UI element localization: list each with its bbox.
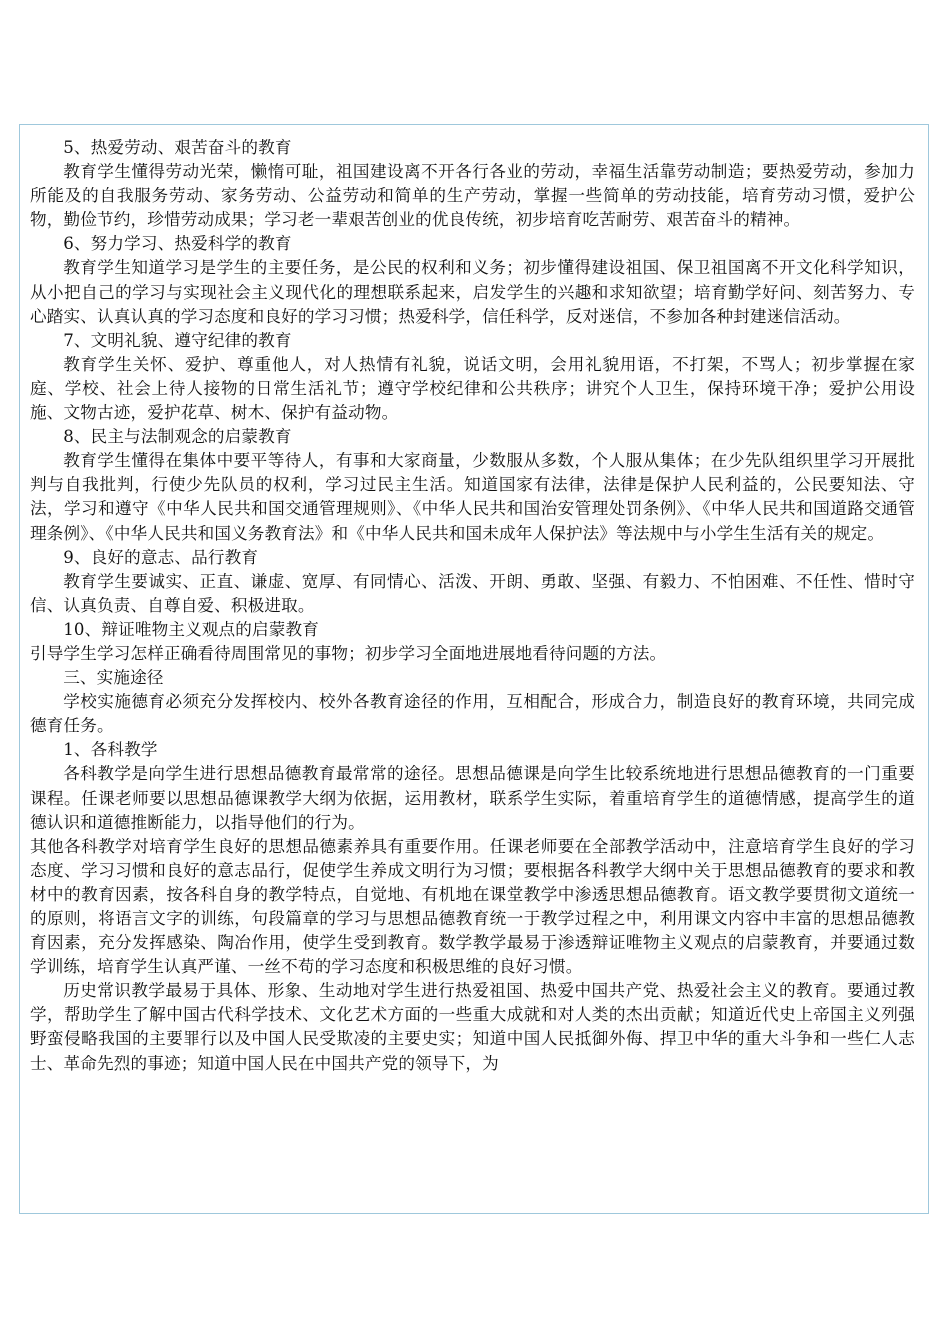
body-paragraph: 教育学生懂得在集体中要平等待人，有事和大家商量，少数服从多数，个人服从集体；在少先队组织里学习开展批判与自我批判，行使少先队员的权利，学习过民主生活。知道国家有法律，法律是保护人民利益的，公民要知法、守法，学习和遵守《中华人民共和国交通管理规则》、《中华人民共和国治安管理处罚条例》、《中华人民共和国道路交通管理条例》、《中华人民共和国义务教育法》和《中华人民共和国未成年人保护法》等法规中与小学生生活有关的规定。 — [30, 451, 915, 543]
body-paragraph: 教育学生要诚实、正直、谦虚、宽厚、有同情心、活泼、开朗、勇敢、坚强、有毅力、不怕困难、不任性、惜时守信、认真负责、自尊自爱、积极进取。 — [30, 571, 915, 615]
body-paragraph: 引导学生学习怎样正确看待周围常见的事物；初步学习全面地进展地看待问题的方法。 — [30, 643, 667, 663]
section-heading: 5、热爱劳动、艰苦奋斗的教育 — [63, 138, 292, 157]
document-body — [30, 136, 915, 1076]
body-paragraph: 教育学生懂得劳动光荣，懒惰可耻，祖国建设离不开各行各业的劳动，幸福生活靠劳动制造；要热爱劳动，参加力所能及的自我服务劳动、家务劳动、公益劳动和简单的生产劳动，掌握一些简单的劳动技能，培育劳动习惯，爱护公物，勤俭节约，珍惜劳动成果；学习老一辈艰苦创业的优良传统，初步培育吃苦耐劳、艰苦奋斗的精神。 — [30, 162, 915, 230]
section-heading: 6、努力学习、热爱科学的教育 — [63, 234, 292, 254]
body-paragraph: 各科教学是向学生进行思想品德教育最常常的途径。思想品德课是向学生比较系统地进行思想品德教育的一门重要课程。任课老师要以思想品德课教学大纲为依据，运用教材，联系学生实际，着重培育学生的道德情感，提高学生的道德认识和道德推断能力，以指导他们的行为。 — [30, 764, 915, 832]
body-paragraph: 教育学生关怀、爱护、尊重他人，对人热情有礼貌，说话文明，会用礼貌用语，不打架，不骂人；初步掌握在家庭、学校、社会上待人接物的日常生活礼节；遵守学校纪律和公共秩序；讲究个人卫生，保持环境干净；爱护公用设施、文物古迹，爱护花草、树木、保护有益动物。 — [30, 354, 915, 423]
section-heading: 8、民主与法制观念的启蒙教育 — [63, 427, 292, 447]
section-heading: 10、辩证唯物主义观点的启蒙教育 — [63, 619, 320, 639]
body-paragraph: 其他各科教学对培育学生良好的思想品德素养具有重要作用。任课老师要在全部教学活动中，注意培育学生良好的学习态度、学习习惯和良好的意志品行，促使学生养成文明行为习惯；要根据各科教学大纲中关于思想品德教育的要求和教材中的教育因素，按各科自身的教学特点，自觉地、有机地在课堂教学中渗透思想品德教育。语文教学要贯彻文道统一的原则，将语言文字的训练，句段篇章的学习与思想品德教育统一于教学过程之中，利用课文内容中丰富的思想品德教育因素，充分发挥感染、陶冶作用，使学生受到教育。数学教学最易于渗透辩证唯物主义观点的启蒙教育，并要通过数学训练，培育学生认真严谨、一丝不苟的学习态度和积极思维的良好习惯。 — [30, 836, 915, 977]
section-heading: 1、各科教学 — [63, 740, 158, 760]
body-paragraph: 学校实施德育必须充分发挥校内、校外各教育途径的作用，互相配合，形成合力，制造良好的教育环境，共同完成德育任务。 — [30, 692, 915, 736]
section-heading: 三、实施途径 — [63, 668, 164, 688]
section-heading: 9、良好的意志、品行教育 — [63, 547, 259, 567]
body-paragraph: 历史常识教学最易于具体、形象、生动地对学生进行热爱祖国、热爱中国共产党、热爱社会主义的教育。要通过教学，帮助学生了解中国古代科学技术、文化艺术方面的一些重大成就和对人类的杰出贡献；知道近代史上帝国主义列强野蛮侵略我国的主要罪行以及中国人民受欺凌的主要史实；知道中国人民抵御外侮、捍卫中华的重大斗争和一些仁人志士、革命先烈的事迹；知道中国人民在中国共产党的领导下，为 — [30, 981, 915, 1073]
section-heading: 7、文明礼貌、遵守纪律的教育 — [63, 330, 292, 350]
body-paragraph: 教育学生知道学习是学生的主要任务，是公民的权利和义务；初步懂得建设祖国、保卫祖国离不开文化科学知识，从小把自己的学习与实现社会主义现代化的理想联系起来，启发学生的兴趣和求知欲望；培育勤学好问、刻苦努力、专心踏实、认真认真的学习态度和良好的学习习惯；热爱科学，信任科学，反对迷信，不参加各种封建迷信活动。 — [30, 258, 915, 326]
